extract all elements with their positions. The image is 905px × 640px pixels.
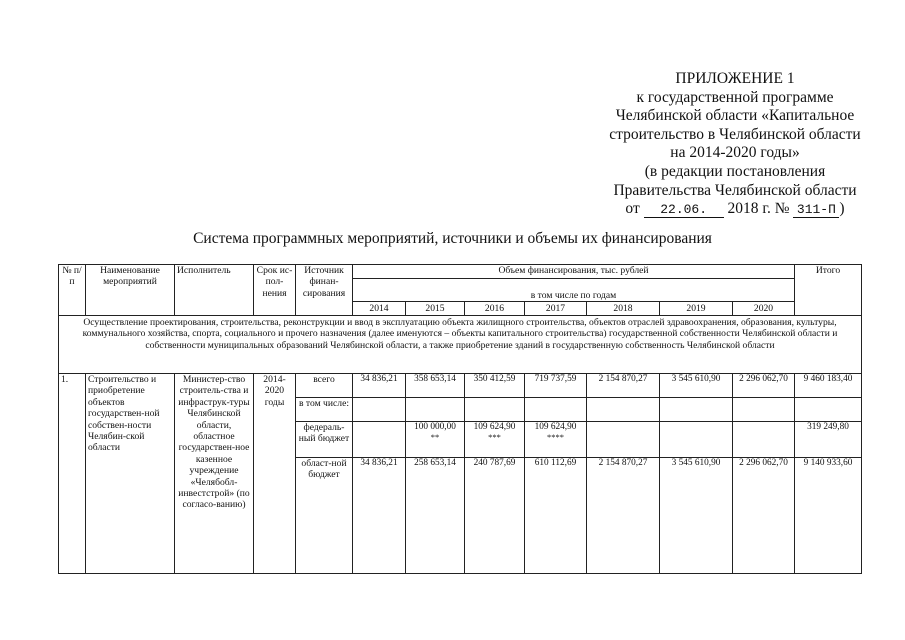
value-cell: 34 836,21 xyxy=(353,458,406,574)
source-label: всего xyxy=(296,374,353,398)
value-cell: 719 737,59 xyxy=(525,374,587,398)
total-cell: 319 249,80 xyxy=(795,422,862,458)
value-cell: 2 154 870,27 xyxy=(587,374,660,398)
header-num: № п/п xyxy=(59,265,86,316)
year-header: 2019 xyxy=(660,302,733,316)
value-cell xyxy=(660,398,733,422)
row-number: 1. xyxy=(59,374,86,574)
source-label: област-ной бюджет xyxy=(296,458,353,574)
appendix-line: к государственной программе xyxy=(636,88,834,106)
footnote-mark: ** xyxy=(430,432,440,443)
value-cell: 3 545 610,90 xyxy=(660,458,733,574)
value-cell xyxy=(587,398,660,422)
appendix-line: строительство в Челябинской области xyxy=(609,125,861,143)
header-by-year: в том числе по годам xyxy=(353,279,795,302)
value-cell: 240 787,69 xyxy=(465,458,525,574)
value-cell: 258 653,14 xyxy=(406,458,465,574)
date-close: ) xyxy=(839,200,845,218)
appendix-line: (в редакции постановления xyxy=(644,162,826,180)
appendix-date-line xyxy=(590,200,880,219)
appendix-header xyxy=(590,70,880,219)
total-cell xyxy=(795,398,862,422)
value-cell: 34 836,21 xyxy=(353,374,406,398)
date-prefix: от xyxy=(625,200,640,218)
header-source: Источник финан-сирования xyxy=(296,265,353,316)
year-header: 2018 xyxy=(587,302,660,316)
header-volume: Объем финансирования, тыс. рублей xyxy=(353,265,795,279)
appendix-line: Правительства Челябинской области xyxy=(613,181,857,199)
total-cell: 9 460 183,40 xyxy=(795,374,862,398)
header-name: Наименование мероприятий xyxy=(86,265,175,316)
year-header: 2020 xyxy=(733,302,795,316)
value-text: 100 000,00 xyxy=(414,422,456,432)
header-executor: Исполнитель xyxy=(175,265,254,316)
value-cell xyxy=(406,422,465,458)
value-cell xyxy=(353,398,406,422)
value-cell: 358 653,14 xyxy=(406,374,465,398)
value-cell: 350 412,59 xyxy=(465,374,525,398)
appendix-line: на 2014-2020 годы» xyxy=(670,144,800,162)
section-description: Осуществление проектирования, строительства, реконструкции и ввод в эксплуатацию объекта жилищного строительства, объектов отраслей здравоохранения, образования, культуры, коммунального хозяйства, спорта, социального и прочего назначения (далее именуются – объекты капитального строительства) государственной собственности Челябинской области и собственности муниципальных образований Челябинской области, а также приобретение зданий в государственную собственность Челябинской области xyxy=(59,316,862,374)
appendix-line: Челябинской области «Капитальное xyxy=(615,107,855,125)
value-cell: 2 296 062,70 xyxy=(733,458,795,574)
value-cell xyxy=(733,422,795,458)
footnote-mark: *** xyxy=(488,432,501,443)
year-header: 2015 xyxy=(406,302,465,316)
date-year: 2018 г. № xyxy=(727,200,790,218)
year-header: 2014 xyxy=(353,302,406,316)
value-cell: 2 154 870,27 xyxy=(587,458,660,574)
document-number: 311-П xyxy=(793,202,839,218)
value-cell xyxy=(406,398,465,422)
value-cell xyxy=(465,398,525,422)
document-title: Система программных мероприятий, источники и объемы их финансирования xyxy=(193,230,712,247)
term: 2014-2020 годы xyxy=(254,374,296,574)
value-cell xyxy=(525,422,587,458)
source-label: федераль-ный бюджет xyxy=(296,422,353,458)
value-cell: 610 112,69 xyxy=(525,458,587,574)
total-cell: 9 140 933,60 xyxy=(795,458,862,574)
program-table xyxy=(58,264,862,574)
source-label: в том числе: xyxy=(296,398,353,422)
value-text: 109 624,90 xyxy=(473,422,516,432)
footnote-mark: **** xyxy=(547,432,564,443)
year-header: 2016 xyxy=(465,302,525,316)
header-term: Срок ис-пол-нения xyxy=(254,265,296,316)
value-cell xyxy=(525,398,587,422)
measure-name: Строительство и приобретение объектов государствен-ной собствен-ности Челябин-ской области xyxy=(86,374,175,574)
value-text: 109 624,90 xyxy=(534,422,577,432)
value-cell xyxy=(733,398,795,422)
appendix-line: ПРИЛОЖЕНИЕ 1 xyxy=(675,70,795,87)
value-cell xyxy=(353,422,406,458)
date-day: 22.06. xyxy=(644,202,724,218)
value-cell: 2 296 062,70 xyxy=(733,374,795,398)
value-cell xyxy=(465,422,525,458)
value-cell xyxy=(660,422,733,458)
header-total: Итого xyxy=(795,265,862,316)
value-cell: 3 545 610,90 xyxy=(660,374,733,398)
value-cell xyxy=(587,422,660,458)
year-header: 2017 xyxy=(525,302,587,316)
executor: Министер-ство строитель-ства и инфраструк-туры Челябинской области, областное государствен-ное казенное учреждение «Челябобл-инвестстрой» (по согласо-ванию) xyxy=(175,374,254,574)
